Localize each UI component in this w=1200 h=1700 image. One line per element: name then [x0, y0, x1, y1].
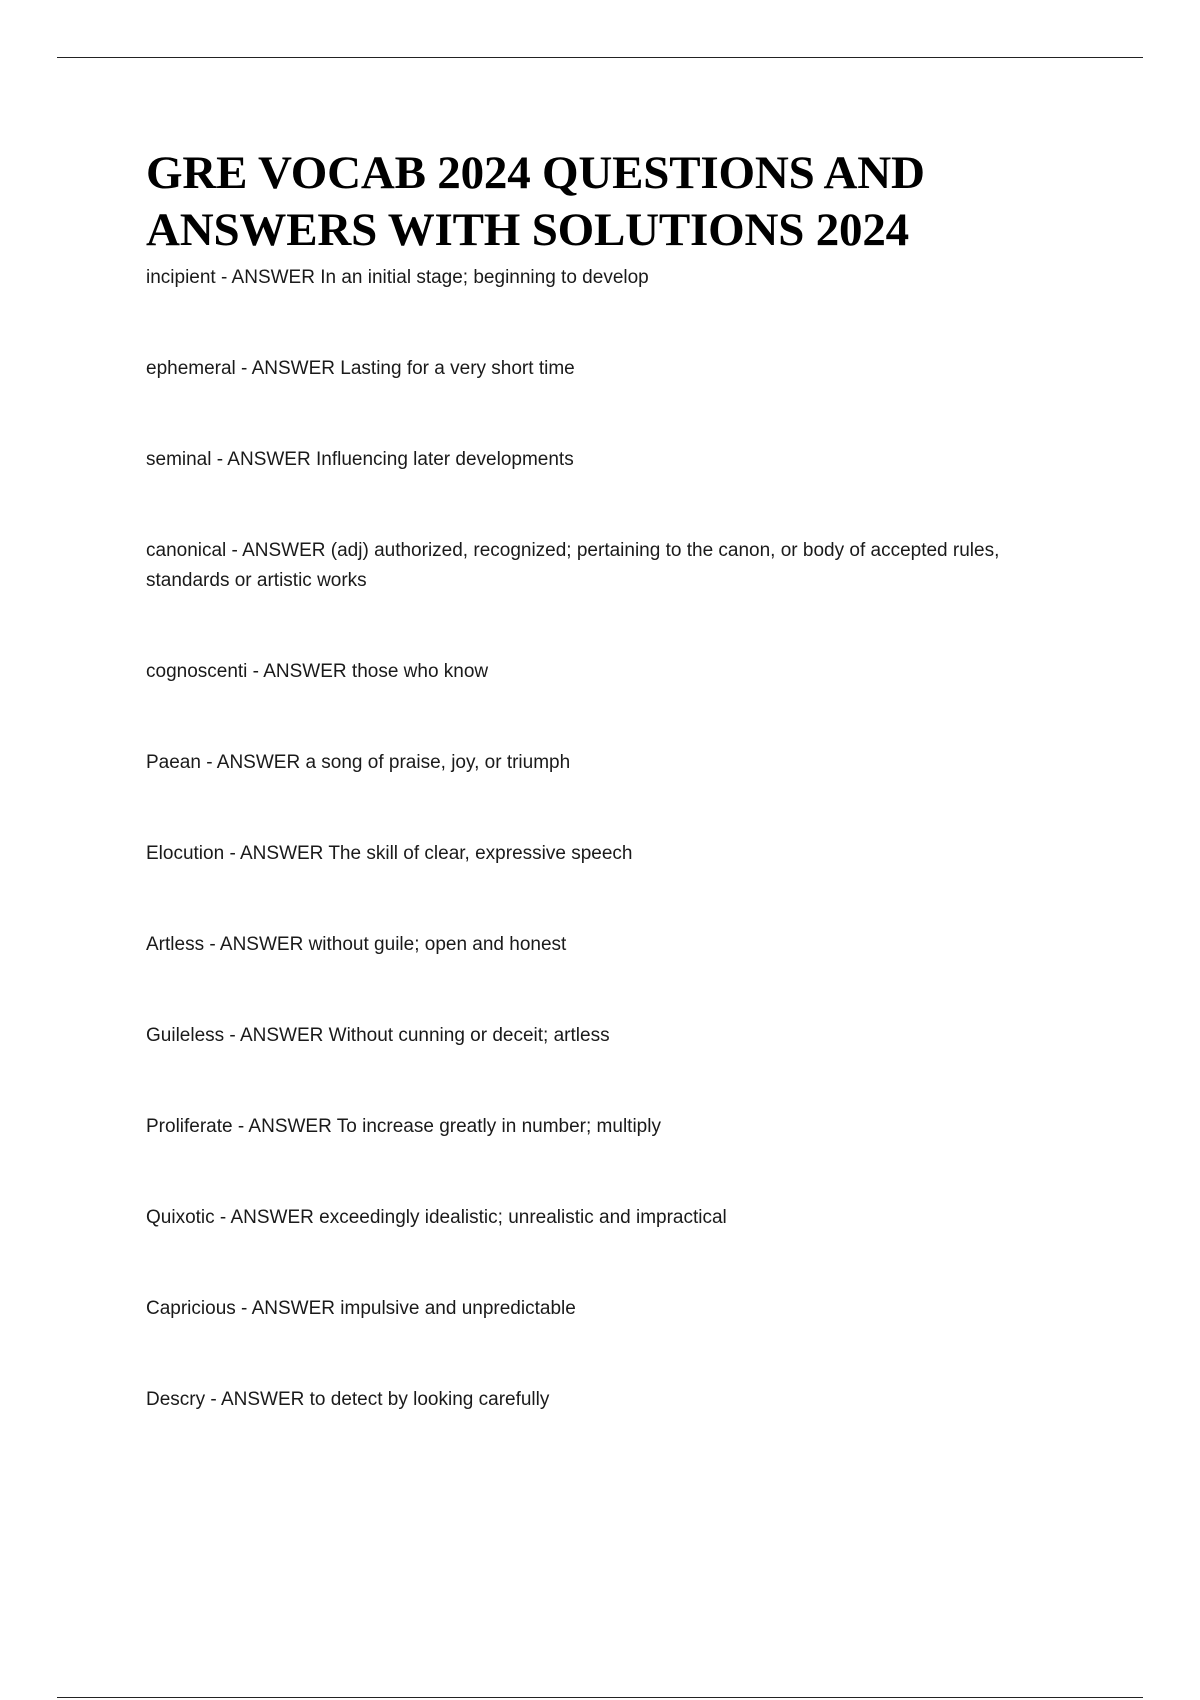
header-rule [57, 57, 1143, 58]
vocab-entry: ephemeral - ANSWER Lasting for a very short time [146, 358, 575, 379]
vocab-entry: Artless - ANSWER without guile; open and honest [146, 934, 567, 955]
vocab-entry: Paean - ANSWER a song of praise, joy, or triumph [146, 752, 571, 773]
vocab-entry: incipient - ANSWER In an initial stage; beginning to develop [146, 267, 649, 288]
vocab-entry: Quixotic - ANSWER exceedingly idealistic; unrealistic and impractical [146, 1207, 727, 1228]
vocab-entry: seminal - ANSWER Influencing later developments [146, 449, 574, 470]
vocab-entry: canonical - ANSWER (adj) authorized, recognized; pertaining to the canon, or body of accepted rules, standards or artistic works [146, 540, 1000, 591]
vocab-entry: cognoscenti - ANSWER those who know [146, 661, 489, 682]
vocab-list [146, 263, 1076, 1415]
footer-rule [57, 1697, 1143, 1698]
vocab-entry: Capricious - ANSWER impulsive and unpredictable [146, 1298, 576, 1319]
document-body [146, 145, 1076, 1415]
vocab-entry: Proliferate - ANSWER To increase greatly in number; multiply [146, 1116, 661, 1137]
vocab-entry: Elocution - ANSWER The skill of clear, expressive speech [146, 843, 633, 864]
document-title: GRE VOCAB 2024 QUESTIONS AND ANSWERS WITH SOLUTIONS 2024 [146, 147, 925, 256]
vocab-entry: Guileless - ANSWER Without cunning or deceit; artless [146, 1025, 610, 1046]
vocab-entry: Descry - ANSWER to detect by looking carefully [146, 1389, 550, 1410]
